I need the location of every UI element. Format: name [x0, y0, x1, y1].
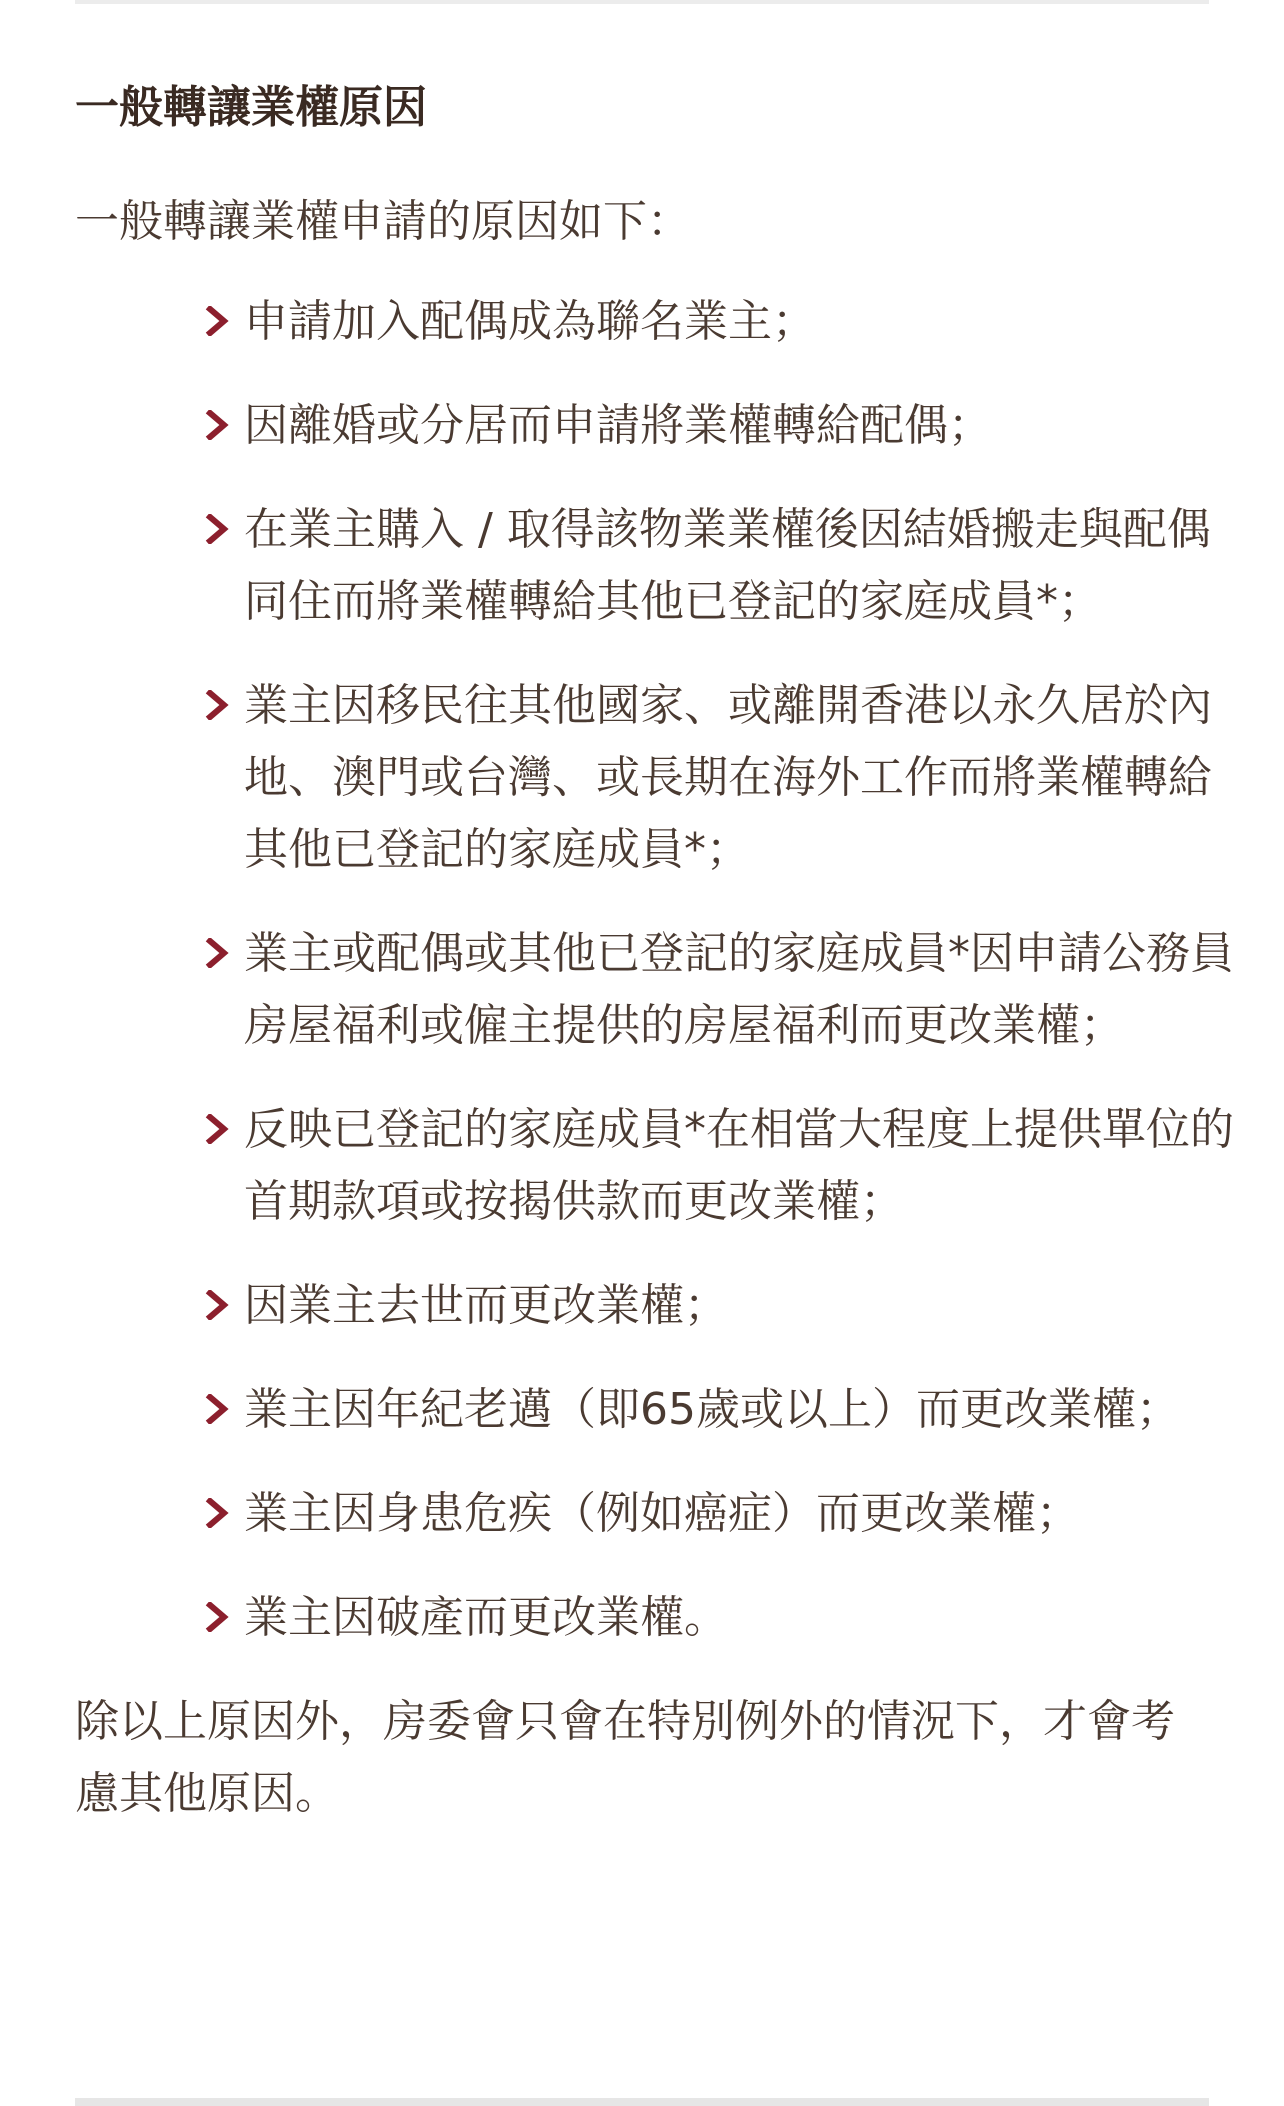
chevron-right-icon	[205, 1602, 231, 1632]
chevron-right-icon	[205, 1290, 231, 1320]
reason-text: 業主或配偶或其他已登記的家庭成員*因申請公務員房屋福利或僱主提供的房屋福利而更改業權；	[244, 928, 1234, 1051]
list-item	[75, 1270, 1244, 1342]
reason-text: 業主因身患危疾（例如癌症）而更改業權；	[244, 1488, 1080, 1539]
reason-text: 業主因移民往其他國家、或離開香港以永久居於內地、澳門或台灣、或長期在海外工作而將業權轉給其他已登記的家庭成員*；	[244, 680, 1212, 875]
reason-text: 申請加入配偶成為聯名業主；	[244, 296, 816, 347]
list-item	[75, 1094, 1244, 1238]
section-heading: 一般轉讓業權原因	[75, 82, 427, 133]
transfer-reasons-section	[75, 72, 1234, 1830]
chevron-right-icon	[205, 410, 231, 440]
chevron-right-icon	[205, 690, 231, 720]
list-item	[75, 1478, 1244, 1550]
list-item	[75, 390, 1244, 462]
closing-note: 除以上原因外，房委會只會在特別例外的情況下，才會考慮其他原因。	[75, 1696, 1175, 1819]
chevron-right-icon	[205, 1498, 231, 1528]
reason-text: 業主因年紀老邁（即65歲或以上）而更改業權；	[244, 1384, 1180, 1435]
chevron-right-icon	[205, 1394, 231, 1424]
reason-text: 在業主購入 / 取得該物業業權後因結婚搬走與配偶同住而將業權轉給其他已登記的家庭成員*；	[244, 504, 1211, 627]
reasons-list	[75, 286, 1234, 1654]
chevron-right-icon	[205, 514, 231, 544]
reason-text: 因業主去世而更改業權；	[244, 1280, 728, 1331]
list-item	[75, 286, 1244, 358]
list-item	[75, 670, 1244, 886]
list-item	[75, 1582, 1244, 1654]
chevron-right-icon	[205, 1114, 231, 1144]
reason-text: 反映已登記的家庭成員*在相當大程度上提供單位的首期款項或按揭供款而更改業權；	[244, 1104, 1234, 1227]
list-item	[75, 494, 1244, 638]
list-item	[75, 918, 1244, 1062]
top-divider	[75, 0, 1209, 4]
bottom-divider	[75, 2098, 1209, 2106]
reason-text: 因離婚或分居而申請將業權轉給配偶；	[244, 400, 992, 451]
intro-text: 一般轉讓業權申請的原因如下：	[75, 196, 691, 247]
chevron-right-icon	[205, 306, 231, 336]
chevron-right-icon	[205, 938, 231, 968]
reason-text: 業主因破產而更改業權。	[244, 1592, 728, 1643]
list-item	[75, 1374, 1244, 1446]
